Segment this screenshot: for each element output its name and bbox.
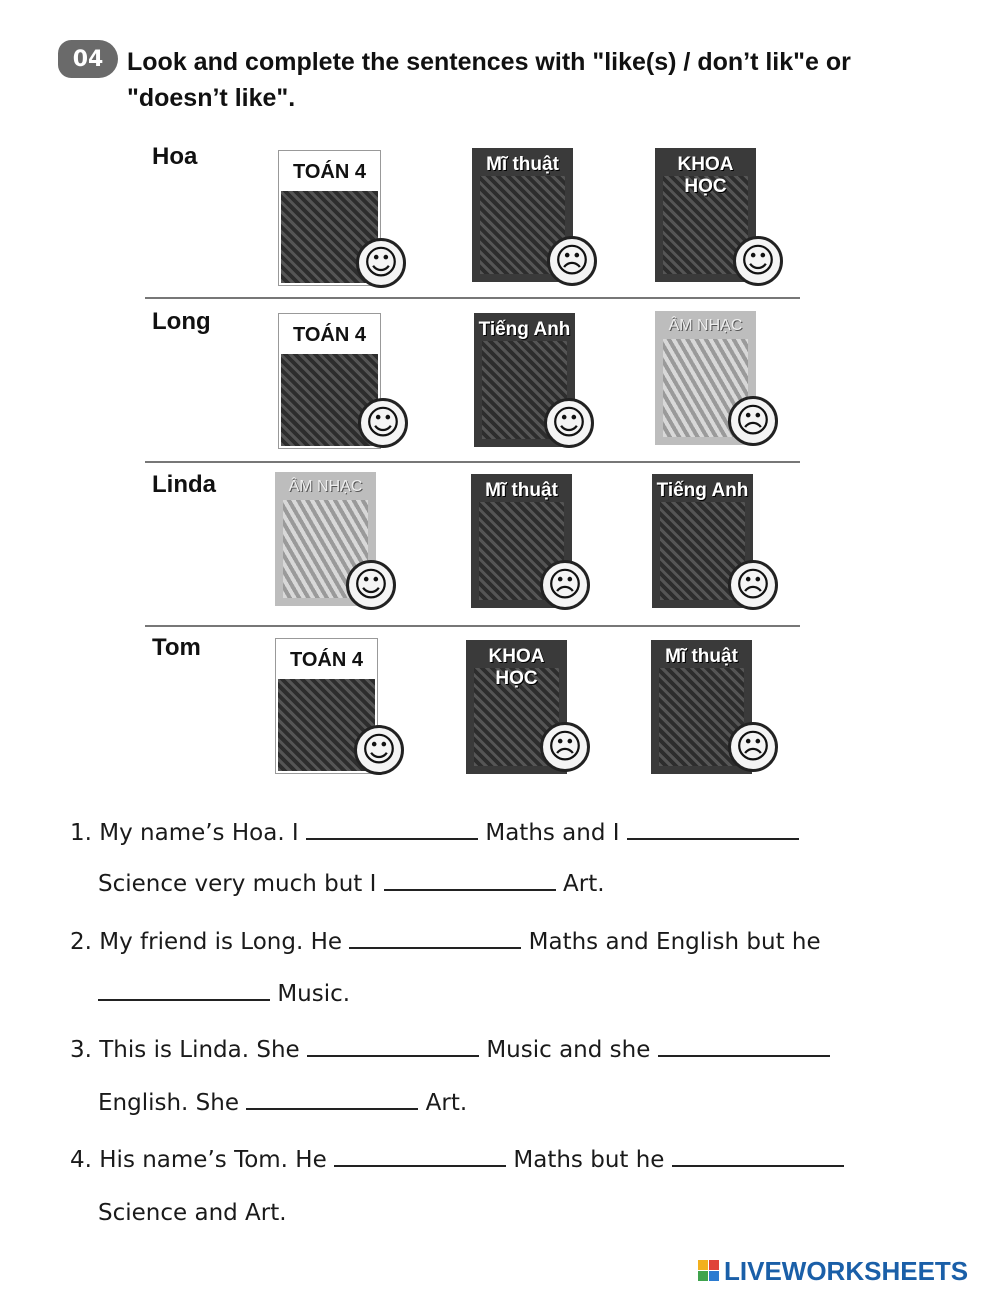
face-icon: ☹ xyxy=(728,396,778,446)
row-divider xyxy=(145,461,800,463)
face-icon: ☺ xyxy=(354,725,404,775)
face-icon: ☹ xyxy=(540,560,590,610)
book-science: KHOA HỌC xyxy=(655,148,756,282)
sentence-2-line-1: 2. My friend is Long. He Maths and English but he xyxy=(70,929,821,955)
face-icon: ☺ xyxy=(733,236,783,286)
face-icon: ☺ xyxy=(544,398,594,448)
row-name-long: Long xyxy=(152,308,211,335)
row-name-linda: Linda xyxy=(152,471,216,498)
face-icon: ☺ xyxy=(358,398,408,448)
answer-blank[interactable] xyxy=(306,837,478,840)
instruction-text: Look and complete the sentences with "like(s) / don’t lik"e or "doesn’t like". xyxy=(127,48,851,112)
sentence-3-line-2: English. She Art. xyxy=(98,1090,468,1116)
face-icon: ☹ xyxy=(728,560,778,610)
face-icon: ☹ xyxy=(540,722,590,772)
answer-blank[interactable] xyxy=(246,1107,418,1110)
sentence-1-line-2: Science very much but I Art. xyxy=(98,871,605,897)
book-math: TOÁN 4 xyxy=(278,313,381,449)
exercise-number-badge xyxy=(58,40,118,78)
book-music: ÂM NHẠC xyxy=(655,311,756,445)
exercise-number: 04 xyxy=(72,46,104,72)
face-icon: ☺ xyxy=(346,560,396,610)
row-name-tom: Tom xyxy=(152,634,201,661)
book-art: Mĩ thuật xyxy=(471,474,572,608)
liveworksheets-logo: LIVEWORKSHEETS xyxy=(698,1257,968,1285)
answer-blank[interactable] xyxy=(334,1164,506,1167)
answer-blank[interactable] xyxy=(672,1164,844,1167)
answer-blank[interactable] xyxy=(627,837,799,840)
book-art: Mĩ thuật xyxy=(651,640,752,774)
sentence-1-line-1: 1. My name’s Hoa. I Maths and I xyxy=(70,820,930,846)
sentence-4-line-1: 4. His name’s Tom. He Maths but he xyxy=(70,1147,930,1173)
sentence-2-line-2: Music. xyxy=(98,981,958,1007)
answer-blank[interactable] xyxy=(349,946,521,949)
book-english: Tiếng Anh xyxy=(474,313,575,447)
row-name-hoa: Hoa xyxy=(152,143,198,170)
face-icon: ☹ xyxy=(728,722,778,772)
sentence-3-line-1: 3. This is Linda. She Music and she xyxy=(70,1037,930,1063)
sentence-4-line-2: Science and Art. xyxy=(98,1200,287,1226)
logo-blocks-icon xyxy=(698,1260,720,1282)
book-math: TOÁN 4 xyxy=(275,638,378,774)
face-icon: ☹ xyxy=(547,236,597,286)
book-science: KHOA HỌC xyxy=(466,640,567,774)
book-music: ÂM NHẠC xyxy=(275,472,376,606)
answer-blank[interactable] xyxy=(307,1054,479,1057)
book-english: Tiếng Anh xyxy=(652,474,753,608)
book-math: TOÁN 4 xyxy=(278,150,381,286)
answer-blank[interactable] xyxy=(384,888,556,891)
answer-blank[interactable] xyxy=(98,998,270,1001)
book-art: Mĩ thuật xyxy=(472,148,573,282)
row-divider xyxy=(145,297,800,299)
row-divider xyxy=(145,625,800,627)
answer-blank[interactable] xyxy=(658,1054,830,1057)
face-icon: ☺ xyxy=(356,238,406,288)
